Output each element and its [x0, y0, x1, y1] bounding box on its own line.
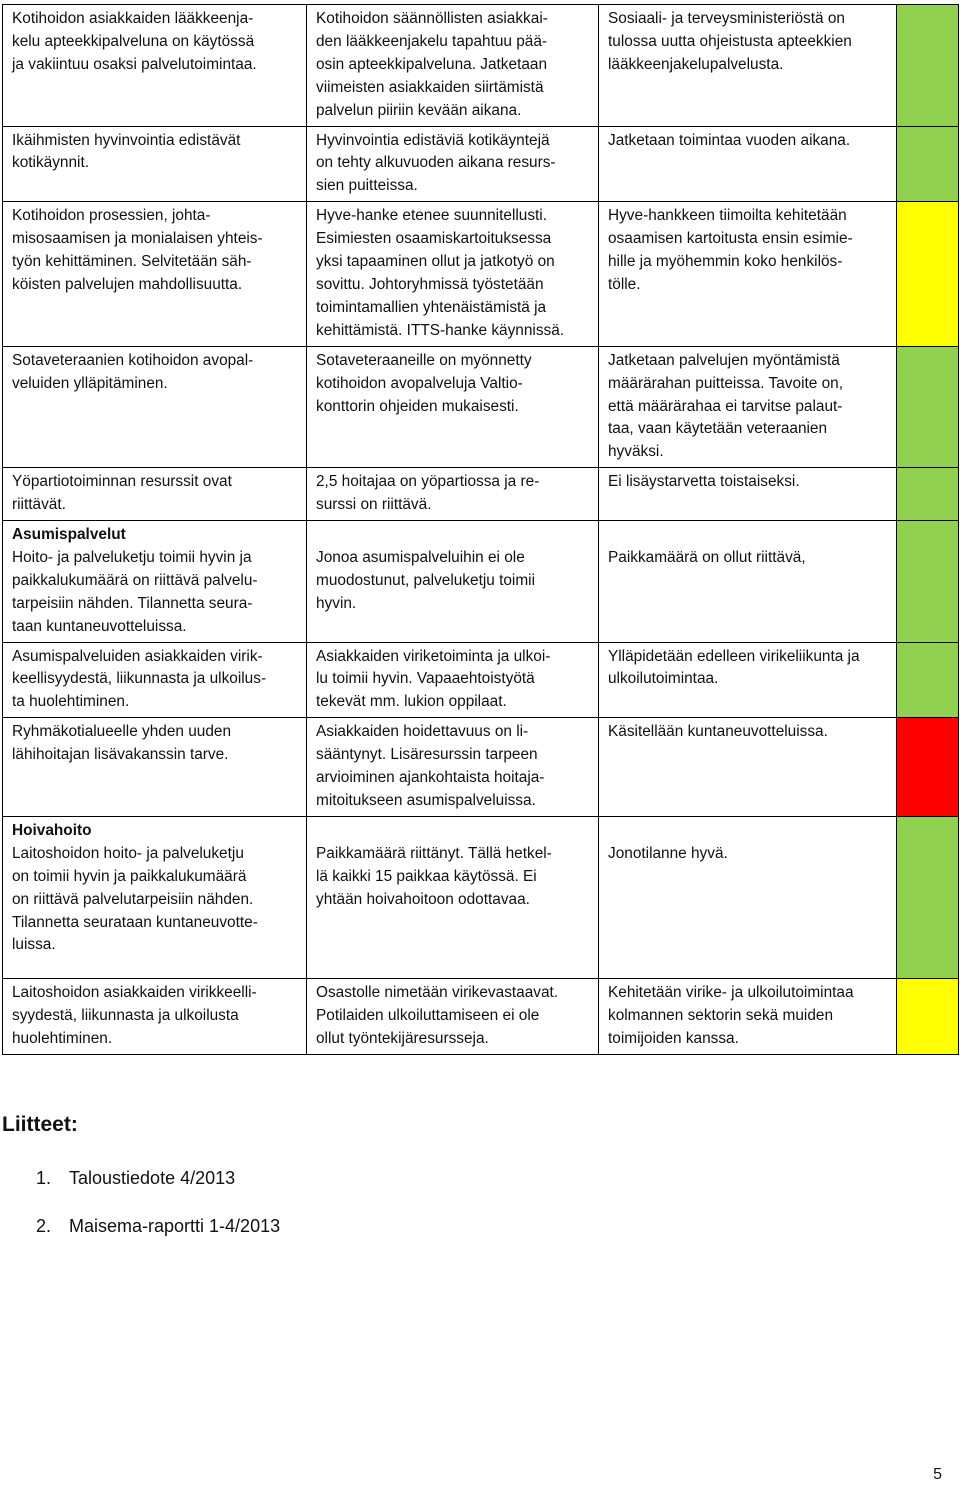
section-header: Asumispalvelut [12, 526, 126, 544]
status-text-cell [307, 521, 599, 643]
goal-text: Hoito- ja palveluketju toimii hyvin ja paikkalukumäärä on riittävä palvelu- tarpeisiin nähden. Tilannetta seura- taan kuntaneuvotteluissa. [12, 548, 258, 635]
goal-cell: Kotihoidon prosessien, johta- misosaamisen ja monialaisen yhteis- työn kehittäminen. Selvitetään säh- köisten palvelujen mahdollisuutta. [3, 202, 307, 346]
status-text: Paikkamäärä riittänyt. Tällä hetkel- lä kaikki 15 paikkaa käytössä. Ei yhtään hoivahoitoon odottavaa. [316, 844, 552, 908]
goal-text: Laitoshoidon hoito- ja palveluketju on toimii hyvin ja paikkalukumäärä on riittävä palvelutarpeisiin nähden. Tilannetta seurataan kuntaneuvotte- luissa. [12, 844, 258, 954]
action-cell: Hyve-hankkeen tiimoilta kehitetään osaamisen kartoitusta ensin esimie- hille ja myöhemmin koko henkilös- tölle. [599, 202, 897, 346]
status-text-cell: Hyvinvointia edistäviä kotikäyntejä on tehty alkuvuoden aikana resurs- sien puitteissa. [307, 126, 599, 202]
status-text-cell: 2,5 hoitajaa on yöpartiossa ja re- surssi on riittävä. [307, 468, 599, 521]
status-color-cell [897, 468, 959, 521]
action-cell: Jatketaan palvelujen myöntämistä määrärahan puitteissa. Tavoite on, että määrärahaa ei tarvitse palaut- taa, vaan käytetään veteraanien hyväksi. [599, 346, 897, 468]
action-cell [599, 521, 897, 643]
goal-cell: Asumispalveluiden asiakkaiden virik- keellisyydestä, liikunnasta ja ulkoilus- ta huolehtiminen. [3, 642, 307, 718]
attachments-title: Liitteet: [2, 1113, 78, 1136]
table-row [3, 521, 959, 643]
list-number: 1. [36, 1168, 52, 1188]
status-color-cell [897, 346, 959, 468]
status-text-cell: Sotaveteraaneille on myönnetty kotihoidon avopalveluja Valtio- konttorin ohjeiden mukaisesti. [307, 346, 599, 468]
action-cell: Kehitetään virike- ja ulkoilutoimintaa kolmannen sektorin sekä muiden toimijoiden kanssa. [599, 978, 897, 1054]
goal-cell: Sotaveteraanien kotihoidon avopal- veluiden ylläpitäminen. [3, 346, 307, 468]
status-text-cell: Hyve-hanke etenee suunnitellusti. Esimiesten osaamiskartoituksessa yksi tapaaminen ollut ja jatkotyö on sovittu. Johtoryhmissä työstetään toimintamallien yhtenäistämistä ja kehittämistä. ITTS-hanke käynnissä. [307, 202, 599, 346]
goal-cell: Yöpartiotoiminnan resurssit ovat riittävät. [3, 468, 307, 521]
action-cell: Käsitellään kuntaneuvotteluissa. [599, 718, 897, 817]
table-row [3, 468, 959, 521]
status-text-cell: Kotihoidon säännöllisten asiakkai- den lääkkeenjakelu tapahtuu pää- osin apteekkipalveluna. Jatketaan viimeisten asiakkaiden siirtämistä palvelun piiriin kevään aikana. [307, 5, 599, 127]
status-color-cell [897, 5, 959, 127]
status-text-cell [307, 816, 599, 978]
status-color-cell [897, 718, 959, 817]
table-row [3, 5, 959, 127]
attachment-label: Taloustiedote 4/2013 [69, 1168, 236, 1188]
list-item [36, 1165, 280, 1213]
status-color-cell [897, 642, 959, 718]
action-cell [599, 816, 897, 978]
table-row [3, 978, 959, 1054]
status-color-cell [897, 978, 959, 1054]
status-text: Jonoa asumispalveluihin ei ole muodostunut, palveluketju toimii hyvin. [316, 549, 536, 612]
attachments-list [36, 1165, 280, 1261]
table-row [3, 126, 959, 202]
section-header: Hoivahoito [12, 821, 92, 839]
action-cell: Ylläpidetään edelleen virikeliikunta ja ulkoilutoimintaa. [599, 642, 897, 718]
table-row [3, 816, 959, 978]
goal-cell: Ikäihmisten hyvinvointia edistävät kotikäynnit. [3, 126, 307, 202]
action-cell: Ei lisäystarvetta toistaiseksi. [599, 468, 897, 521]
table-row [3, 346, 959, 468]
table-row [3, 718, 959, 817]
status-color-cell [897, 816, 959, 978]
status-color-cell [897, 202, 959, 346]
list-item [36, 1213, 280, 1261]
status-text-cell: Asiakkaiden hoidettavuus on li- sääntynyt. Lisäresurssin tarpeen arvioiminen ajankohtaista hoitaja- mitoitukseen asumispalveluissa. [307, 718, 599, 817]
action-cell: Sosiaali- ja terveysministeriöstä on tulossa uutta ohjeistusta apteekkien lääkkeenjakelupalvelusta. [599, 5, 897, 127]
attachment-label: Maisema-raportti 1-4/2013 [69, 1216, 281, 1236]
goal-cell: Kotihoidon asiakkaiden lääkkeenja- kelu apteekkipalveluna on käytössä ja vakiintuu osaksi palvelutoimintaa. [3, 5, 307, 127]
table-row [3, 202, 959, 346]
status-report-table [2, 4, 959, 1055]
page-number: 5 [933, 1466, 942, 1483]
status-color-cell [897, 126, 959, 202]
status-text-cell: Osastolle nimetään virikevastaavat. Potilaiden ulkoiluttamiseen ei ole ollut työntekijäresursseja. [307, 978, 599, 1054]
goal-cell [3, 521, 307, 643]
action-cell: Jatketaan toimintaa vuoden aikana. [599, 126, 897, 202]
status-color-cell [897, 521, 959, 643]
goal-cell: Ryhmäkotialueelle yhden uuden lähihoitajan lisävakanssin tarve. [3, 718, 307, 817]
action-text: Jonotilanne hyvä. [608, 844, 728, 862]
goal-cell: Laitoshoidon asiakkaiden virikkeelli- syydestä, liikunnasta ja ulkoilusta huolehtiminen. [3, 978, 307, 1054]
table-row [3, 642, 959, 718]
status-text-cell: Asiakkaiden viriketoiminta ja ulkoi- lu toimii hyvin. Vapaaehtoistyötä tekevät mm. lukion oppilaat. [307, 642, 599, 718]
list-number: 2. [36, 1216, 52, 1236]
action-text: Paikkamäärä on ollut riittävä, [608, 549, 806, 567]
goal-cell [3, 816, 307, 978]
